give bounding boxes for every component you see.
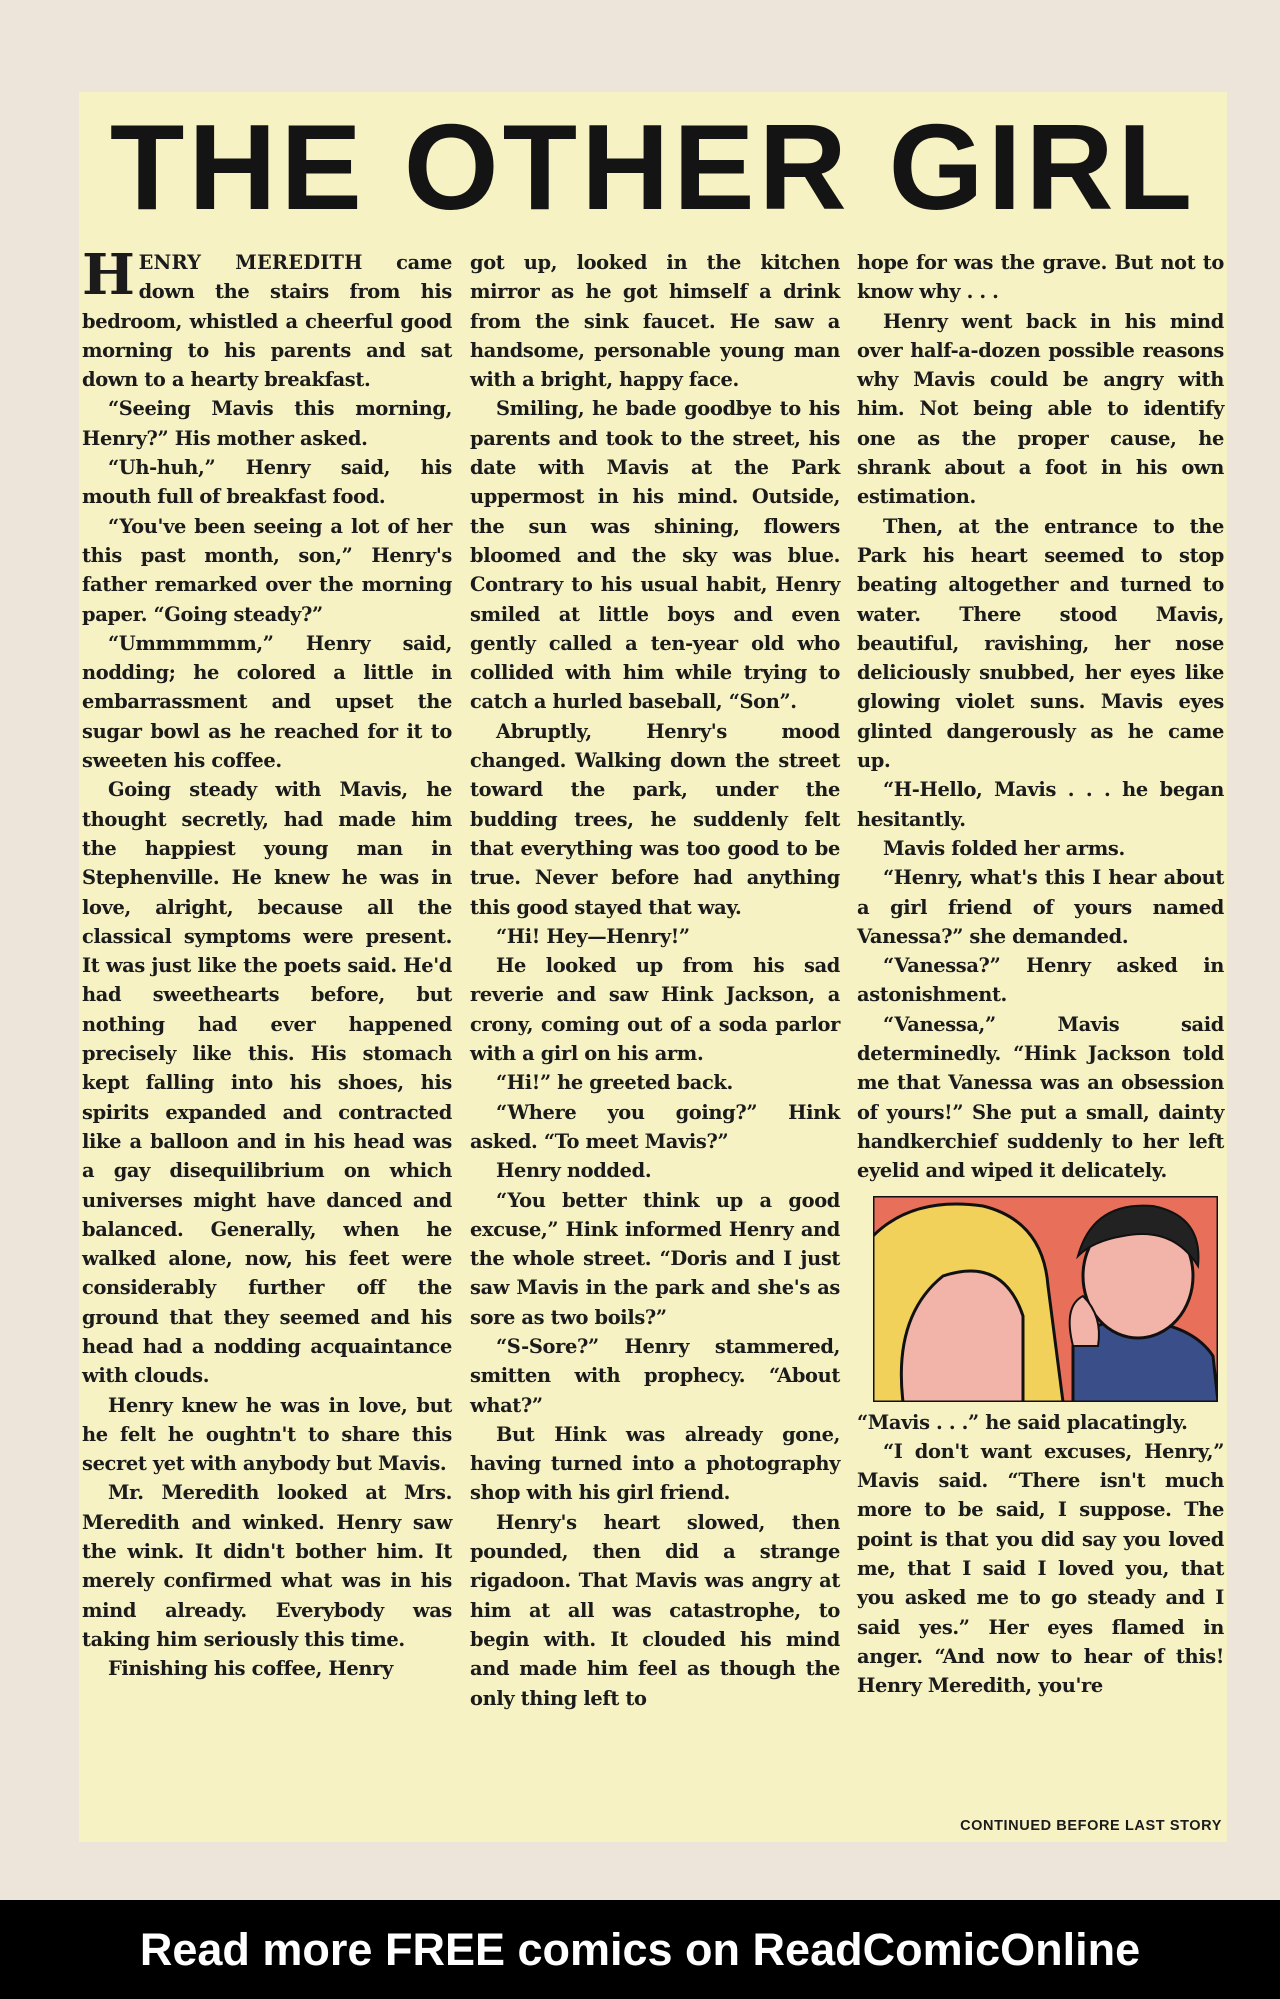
paragraph: Henry nodded. xyxy=(496,1159,652,1183)
paragraph: “S-Sore?” Henry stammered, smitten with prophecy. “About what?” xyxy=(470,1334,840,1417)
paragraph xyxy=(82,242,452,394)
paragraph: “Where you going?” Hink asked. “To meet Mavis?” xyxy=(470,1100,840,1153)
paragraph: got up, looked in the kitchen mirror as he got himself a drink from the sink faucet. He saw a handsome, personable young man with a bright, happy face. xyxy=(470,251,840,392)
paragraph: “Hi! Hey—Henry!” xyxy=(496,924,690,948)
paragraph: Mavis folded her arms. xyxy=(883,836,1125,860)
paragraph: “Vanessa,” Mavis said determinedly. “Hink Jackson told me that Vanessa was an obsession of yours!” She put a small, dainty handkerchief suddenly to her left eyelid and wiped it delicately. xyxy=(857,1012,1224,1183)
paragraph: “Uh-huh,” Henry said, his mouth full of breakfast food. xyxy=(82,456,452,509)
paragraph: Finishing his coffee, Henry xyxy=(108,1657,393,1681)
text-column-3 xyxy=(857,248,1224,1700)
paragraph: “Seeing Mavis this morning, Henry?” His mother asked. xyxy=(82,397,452,450)
paragraph-text: came down the stairs from his bedroom, whistled a cheerful good morning to his parents and sat down to a hearty breakfast. xyxy=(82,251,452,392)
paragraph: Henry's heart slowed, then pounded, then did a strange rigadoon. That Mavis was angry at him at all was catastrophe, to begin with. It clouded his mind and made him feel as though the only thing left to xyxy=(470,1510,840,1710)
paragraph: Henry went back in his mind over half-a-dozen possible reasons why Mavis could be angry with him. Not being able to identify one as the proper cause, he shrank about a foot in his own estimation. xyxy=(857,309,1224,509)
story-title: THE OTHER GIRL xyxy=(109,99,1197,235)
continued-note: CONTINUED BEFORE LAST STORY xyxy=(960,1818,1222,1834)
lead-in: ENRY MEREDITH xyxy=(138,251,363,274)
paragraph: “You better think up a good excuse,” Hink informed Henry and the whole street. “Doris and I just saw Mavis in the park and she's as sore as two boils?” xyxy=(470,1188,840,1329)
paragraph: Then, at the entrance to the Park his heart seemed to stop beating altogether and turned to water. There stood Mavis, beautiful, ravishing, her nose deliciously snubbed, her eyes like glowing violet suns. Mavis eyes glinted dangerously as he came up. xyxy=(857,514,1224,773)
paragraph: “You've been seeing a lot of her this past month, son,” Henry's father remarked over the morning paper. “Going steady?” xyxy=(82,514,452,626)
paragraph: “Hi!” he greeted back. xyxy=(496,1071,733,1095)
paragraph: “Vanessa?” Henry asked in astonishment. xyxy=(857,954,1224,1007)
paragraph: Smiling, he bade goodbye to his parents and took to the street, his date with Mavis at the Park uppermost in his mind. Outside, the sun was shining, flowers bloomed and the sky was blue. Contrary to his usual habit, Henry smiled at little boys and even gently called a ten-year old who collided with him while trying to catch a hurled baseball, “Son”. xyxy=(470,397,840,714)
paragraph: “Mavis . . .” he said placatingly. xyxy=(857,1410,1188,1434)
text-column-1 xyxy=(82,242,452,1684)
paragraph: He looked up from his sad reverie and saw Hink Jackson, a crony, coming out of a soda parlor with a girl on his arm. xyxy=(470,954,840,1066)
paragraph: Henry knew he was in love, but he felt he oughtn't to share this secret yet with anybody but Mavis. xyxy=(82,1393,452,1476)
comic-illustration xyxy=(873,1196,1218,1402)
paragraph: Abruptly, Henry's mood changed. Walking down the street toward the park, under the budding trees, he suddenly felt that everything was too good to be true. Never before had anything this good stayed that way. xyxy=(470,719,840,919)
footer-banner[interactable] xyxy=(0,1900,1280,1999)
paragraph: “I don't want excuses, Henry,” Mavis said. “There isn't much more to be said, I suppose. The point is that you did say you loved me, that I said I loved you, that you asked me to go steady and I said yes.” Her eyes flamed in anger. “And now to hear of this! Henry Meredith, you're xyxy=(857,1439,1224,1698)
paragraph: But Hink was already gone, having turned into a photography shop with his girl friend. xyxy=(470,1422,840,1505)
paragraph: hope for was the grave. But not to know why . . . xyxy=(857,251,1224,304)
paragraph: “H-Hello, Mavis . . . he began hesitantly. xyxy=(857,778,1224,831)
paragraph: “Ummmmmm,” Henry said, nodding; he colored a little in embarrassment and upset the sugar bowl as he reached for it to sweeten his coffee. xyxy=(82,631,452,773)
paragraph: Going steady with Mavis, he thought secretly, had made him the happiest young man in Stephenville. He knew he was in love, alright, because all the classical symptoms were present. It was just like the poets said. He'd had sweethearts before, but nothing had ever happened precisely like this. His stomach kept falling into his shoes, his spirits expanded and contracted like a balloon and in his head was a gay disequilibrium on which universes might have danced and balanced. Generally, when he walked alone, now, his feet were considerably further off the ground that they seemed and his head had a nodding acquaintance with clouds. xyxy=(82,778,452,1388)
paragraph: “Henry, what's this I hear about a girl friend of yours named Vanessa?” she demanded. xyxy=(857,866,1224,948)
drop-cap: H xyxy=(82,242,135,308)
paragraph: Mr. Meredith looked at Mrs. Meredith and winked. Henry saw the wink. It didn't bother him. It merely confirmed what was in his mind already. Everybody was taking him seriously this time. xyxy=(82,1481,452,1651)
banner-text[interactable]: Read more FREE comics on ReadComicOnline xyxy=(139,1924,1141,1975)
text-column-2 xyxy=(470,248,840,1713)
